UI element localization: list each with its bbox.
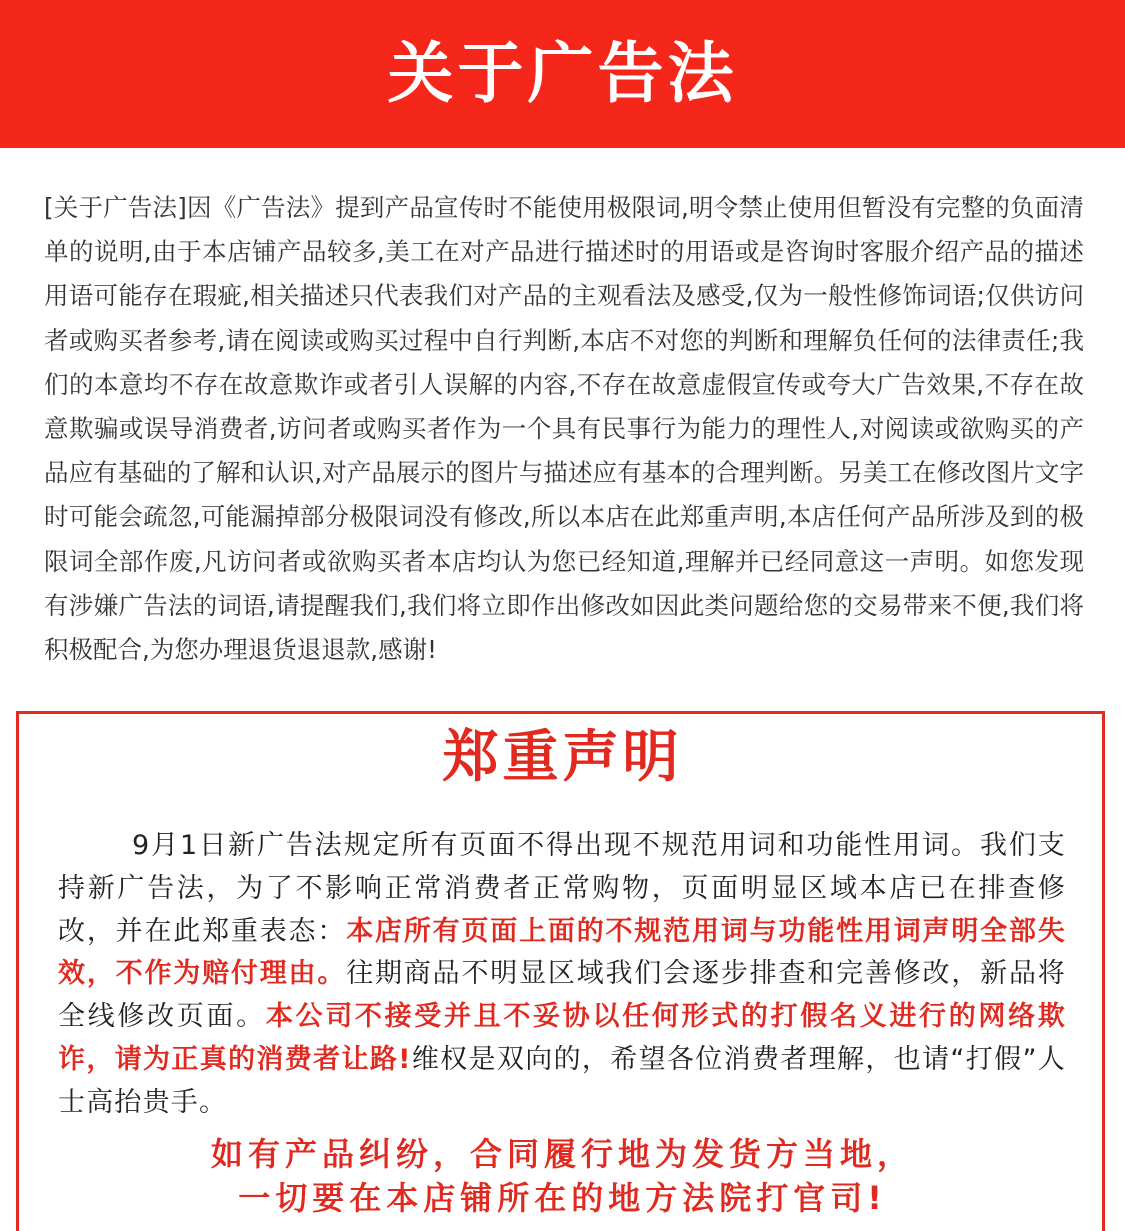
notice-text-3: 维权是双向的，希望各位消费者理解，也请“打假”人士高抬贵手。 <box>58 1043 1066 1118</box>
notice-text-2: 往期商品不明显区域我们会逐步排查和完善修改，新品将全线修改页面。 <box>58 958 1067 1033</box>
notice-text-1: 9月1日新广告法规定所有页面不得出现不规范用词和功能性用词。我们支持新广告法，为了不影响正常消费者正常购物，页面明显区域本店已在排查修改，并在此郑重表态： <box>58 830 1066 947</box>
dispute-notice-line-1: 如有产品纠纷，合同履行地为发货方当地， <box>210 1135 914 1173</box>
page-title: 关于广告法 <box>387 35 738 112</box>
dispute-notice-line-2: 一切要在本店铺所在的地方法院打官司! <box>238 1179 887 1217</box>
header-banner <box>0 0 1125 148</box>
notice-highlight-2: 本公司不接受并且不妥协以任何形式的打假名义进行的网络欺诈，请为正真的消费者让路! <box>58 1001 1066 1075</box>
notice-body <box>58 825 1066 1125</box>
notice-title: 郑重声明 <box>442 725 683 790</box>
disclaimer-paragraph: [关于广告法]因《广告法》提到产品宣传时不能使用极限词,明令禁止使用但暂没有完整的负面清单的说明,由于本店铺产品较多,美工在对产品进行描述时的用语或是咨询时客服介绍产品的描述用语可能存在瑕疵,相关描述只代表我们对产品的主观看法及感受,仅为一般性修饰词语;仅供访问者或购买者参考,请在阅读或购买过程中自行判断,本店不对您的判断和理解负任何的法律责任;我们的本意均不存在故意欺诈或者引人误解的内容,不存在故意虚假宣传或夸大广告效果,不存在故意欺骗或误导消费者,访问者或购买者作为一个具有民事行为能力的理性人,对阅读或欲购买的产品应有基础的了解和认识,对产品展示的图片与描述应有基本的合理判断。另美工在修改图片文字时可能会疏忽,可能漏掉部分极限词没有修改,所以本店在此郑重声明,本店任何产品所涉及到的极限词全部作废,凡访问者或欲购买者本店均认为您已经知道,理解并已经同意这一声明。如您发现有涉嫌广告法的词语,请提醒我们,我们将立即作出修改如因此类问题给您的交易带来不便,我们将积极配合,为您办理退货退退款,感谢! <box>44 193 1084 665</box>
notice-highlight-1: 本店所有页面上面的不规范用词与功能性用词声明全部失效，不作为赔付理由。 <box>58 915 1067 990</box>
